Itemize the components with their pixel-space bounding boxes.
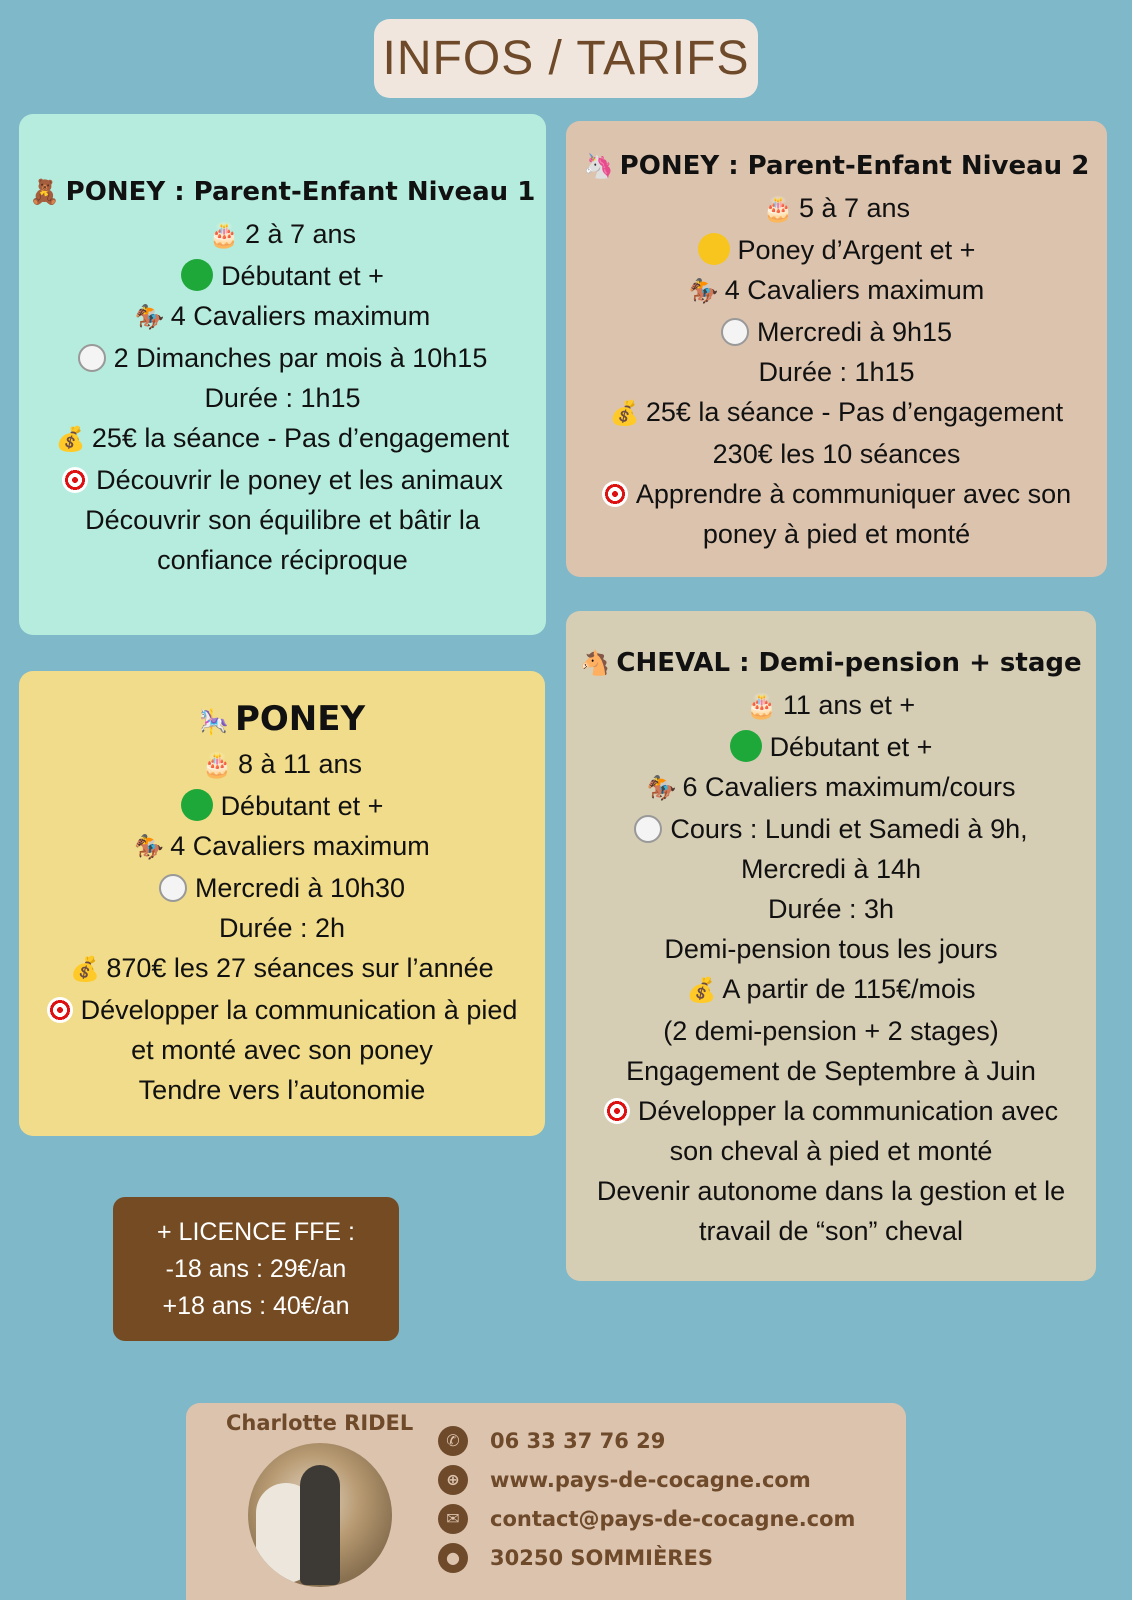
level-row: Débutant et + [181,786,384,826]
yellow-circle-icon [698,233,730,265]
contact-block [186,1403,906,1600]
duration-row: Durée : 2h [218,913,346,943]
contact-name: Charlotte RIDEL [226,1411,414,1435]
schedule-row-2: Mercredi à 14h [740,854,922,884]
goal-row: Développer la communication à pied [47,990,518,1030]
person-photo-shape [300,1465,340,1585]
page-title: INFOS / TARIFS [374,19,758,98]
goal-row-2: Découvrir son équilibre et bâtir la [85,504,480,535]
price-row: 💰 870€ les 27 séances sur l’année [70,948,493,990]
horse-racing-icon: 🏇 [134,834,165,861]
schedule-row: Mercredi à 9h15 [721,312,952,352]
age-row: 🎂 11 ans et + [747,685,915,727]
price-row-2: 230€ les 10 séances [712,439,961,469]
avatar [248,1443,392,1587]
card-heading: 🎠 PONEY [199,697,365,744]
unicorn-icon: 🦄 [583,152,614,180]
goal-row-3: Devenir autonome dans la gestion et le [596,1176,1066,1206]
money-bag-icon: 💰 [70,956,101,983]
cake-icon: 🎂 [763,196,793,223]
cake-icon: 🎂 [746,693,777,720]
price-row-3: Engagement de Septembre à Juin [626,1056,1036,1086]
price-row: 💰 A partir de 115€/mois [686,969,975,1011]
horse-face-icon: 🐴 [580,649,611,677]
horse-racing-icon: 🏇 [134,303,165,331]
website-link[interactable]: ⊕ www.pays-de-cocagne.com [438,1460,855,1499]
licence-box [113,1197,399,1341]
price-row: 💰 25€ la séance - Pas d’engagement [56,418,509,460]
baseball-icon [159,874,187,902]
money-bag-icon: 💰 [686,977,717,1004]
target-icon [62,467,88,493]
globe-icon: ⊕ [438,1465,468,1495]
goal-row: Apprendre à communiquer avec son [602,474,1071,514]
riders-row: 🏇 6 Cavaliers maximum/cours [646,767,1015,809]
duration-row: Durée : 3h [767,894,895,924]
card-heading: 🧸 PONEY : Parent-Enfant Niveau 1 [30,170,536,214]
licence-under-18: -18 ans : 29€/an [165,1254,347,1283]
target-icon [604,1098,630,1124]
address-line: ● 30250 SOMMIÈRES [438,1538,855,1577]
age-row: 🎂 2 à 7 ans [209,214,356,256]
baseball-icon [634,815,662,843]
green-circle-icon [181,259,213,291]
green-circle-icon [730,730,762,762]
price-row-2: (2 demi-pension + 2 stages) [663,1016,999,1046]
green-circle-icon [181,789,213,821]
contact-info [438,1421,855,1577]
extra-row: Demi-pension tous les jours [664,934,998,964]
riders-row: 🏇 4 Cavaliers maximum [689,270,985,312]
schedule-row: Mercredi à 10h30 [159,868,405,908]
mail-icon: ✉ [438,1504,468,1534]
phone-icon: ✆ [438,1426,468,1456]
level-row: Débutant et + [730,727,933,767]
location-pin-icon: ● [438,1543,468,1573]
card-heading: 🐴 CHEVAL : Demi-pension + stage [580,641,1081,685]
licence-title: + LICENCE FFE : [157,1217,355,1246]
horse-racing-icon: 🏇 [688,278,719,305]
baseball-icon [78,344,106,372]
phone-line[interactable]: ✆ 06 33 37 76 29 [438,1421,855,1460]
card-heading: 🦄 PONEY : Parent-Enfant Niveau 2 [584,144,1090,188]
riders-row: 🏇 4 Cavaliers maximum [135,296,431,338]
schedule-row: Cours : Lundi et Samedi à 9h, [634,809,1027,849]
card-parent-child-level-2 [566,121,1107,577]
goal-row-2: son cheval à pied et monté [669,1136,993,1166]
card-cheval [566,611,1096,1281]
price-row: 💰 25€ la séance - Pas d’engagement [610,392,1063,434]
cake-icon: 🎂 [201,752,232,779]
email-link[interactable]: ✉ contact@pays-de-cocagne.com [438,1499,855,1538]
level-row: Débutant et + [181,256,384,296]
money-bag-icon: 💰 [609,400,640,427]
goal-row-2: et monté avec son poney [131,1035,433,1065]
duration-row: Durée : 1h15 [204,382,361,413]
goal-row-3: confiance réciproque [157,544,408,575]
duration-row: Durée : 1h15 [758,357,915,387]
carousel-horse-icon: 🎠 [198,708,229,736]
age-row: 🎂 5 à 7 ans [763,188,910,230]
level-row: Poney d’Argent et + [698,230,976,270]
money-bag-icon: 💰 [55,425,86,453]
target-icon [47,997,73,1023]
card-parent-child-level-1 [19,114,546,635]
goal-row-4: travail de “son” cheval [698,1216,964,1246]
goal-row-3: Tendre vers l’autonomie [138,1075,426,1105]
goal-row: Découvrir le poney et les animaux [62,460,503,500]
riders-row: 🏇 4 Cavaliers maximum [134,826,430,868]
age-row: 🎂 8 à 11 ans [202,744,362,786]
goal-row-2: poney à pied et monté [702,519,971,549]
goal-row: Développer la communication avec [604,1091,1058,1131]
baseball-icon [721,318,749,346]
teddy-bear-icon: 🧸 [29,177,60,206]
card-poney [19,671,545,1136]
target-icon [602,481,628,507]
schedule-row: 2 Dimanches par mois à 10h15 [78,338,488,378]
cake-icon: 🎂 [209,221,239,249]
licence-over-18: +18 ans : 40€/an [162,1291,350,1320]
horse-racing-icon: 🏇 [646,775,677,802]
